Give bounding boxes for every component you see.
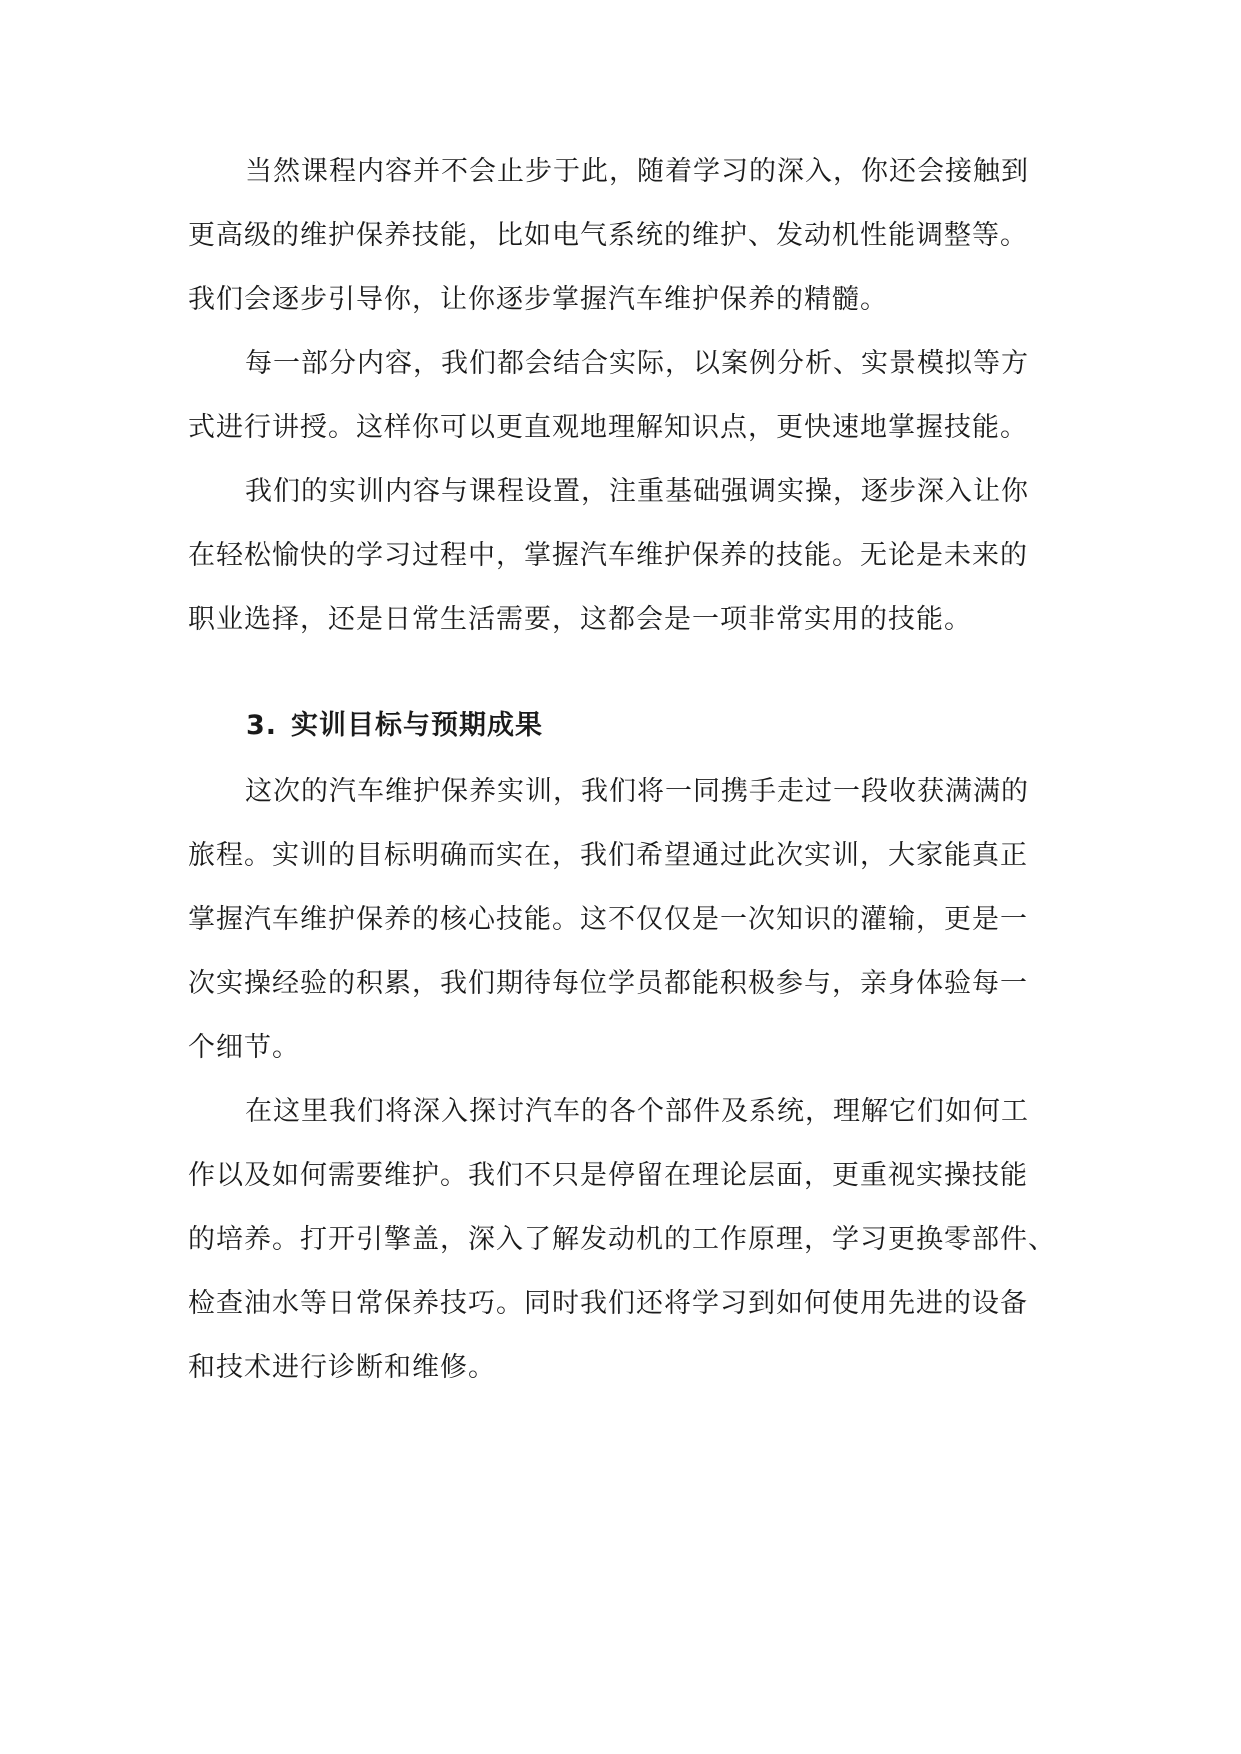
paragraph-3-line-3: 职业选择，还是日常生活需要，这都会是一项非常实用的技能。 bbox=[188, 604, 972, 635]
paragraph-1-line-1: 当然课程内容并不会止步于此，随着学习的深入，你还会接触到 bbox=[245, 156, 1029, 187]
paragraph-5-line-1: 在这里我们将深入探讨汽车的各个部件及系统，理解它们如何工 bbox=[245, 1096, 1029, 1127]
paragraph-4-line-3: 掌握汽车维护保养的核心技能。这不仅仅是一次知识的灌输，更是一 bbox=[188, 904, 1028, 935]
paragraph-2-line-1: 每一部分内容，我们都会结合实际，以案例分析、实景模拟等方 bbox=[245, 348, 1029, 379]
paragraph-4-line-1: 这次的汽车维护保养实训，我们将一同携手走过一段收获满满的 bbox=[245, 776, 1029, 807]
paragraph-5-line-5: 和技术进行诊断和维修。 bbox=[188, 1352, 496, 1383]
paragraph-1-line-2: 更高级的维护保养技能，比如电气系统的维护、发动机性能调整等。 bbox=[188, 220, 1028, 251]
section-title: 实训目标与预期成果 bbox=[291, 710, 544, 741]
paragraph-3-line-1: 我们的实训内容与课程设置，注重基础强调实操，逐步深入让你 bbox=[245, 476, 1029, 507]
paragraph-5-line-3: 的培养。打开引擎盖，深入了解发动机的工作原理，学习更换零部件、 bbox=[188, 1224, 1056, 1255]
paragraph-4-line-2: 旅程。实训的目标明确而实在，我们希望通过此次实训，大家能真正 bbox=[188, 840, 1028, 871]
section-heading bbox=[246, 706, 1146, 746]
paragraph-2-line-2: 式进行讲授。这样你可以更直观地理解知识点，更快速地掌握技能。 bbox=[188, 412, 1028, 443]
paragraph-4-line-4: 次实操经验的积累，我们期待每位学员都能积极参与，亲身体验每一 bbox=[188, 968, 1028, 999]
paragraph-4-line-5: 个细节。 bbox=[188, 1032, 300, 1063]
section-number: 3. bbox=[246, 710, 278, 741]
paragraph-1-line-3: 我们会逐步引导你，让你逐步掌握汽车维护保养的精髓。 bbox=[188, 284, 888, 315]
paragraph-5-line-4: 检查油水等日常保养技巧。同时我们还将学习到如何使用先进的设备 bbox=[188, 1288, 1028, 1319]
paragraph-5-line-2: 作以及如何需要维护。我们不只是停留在理论层面，更重视实操技能 bbox=[188, 1160, 1028, 1191]
paragraph-3-line-2: 在轻松愉快的学习过程中，掌握汽车维护保养的技能。无论是未来的 bbox=[188, 540, 1028, 571]
